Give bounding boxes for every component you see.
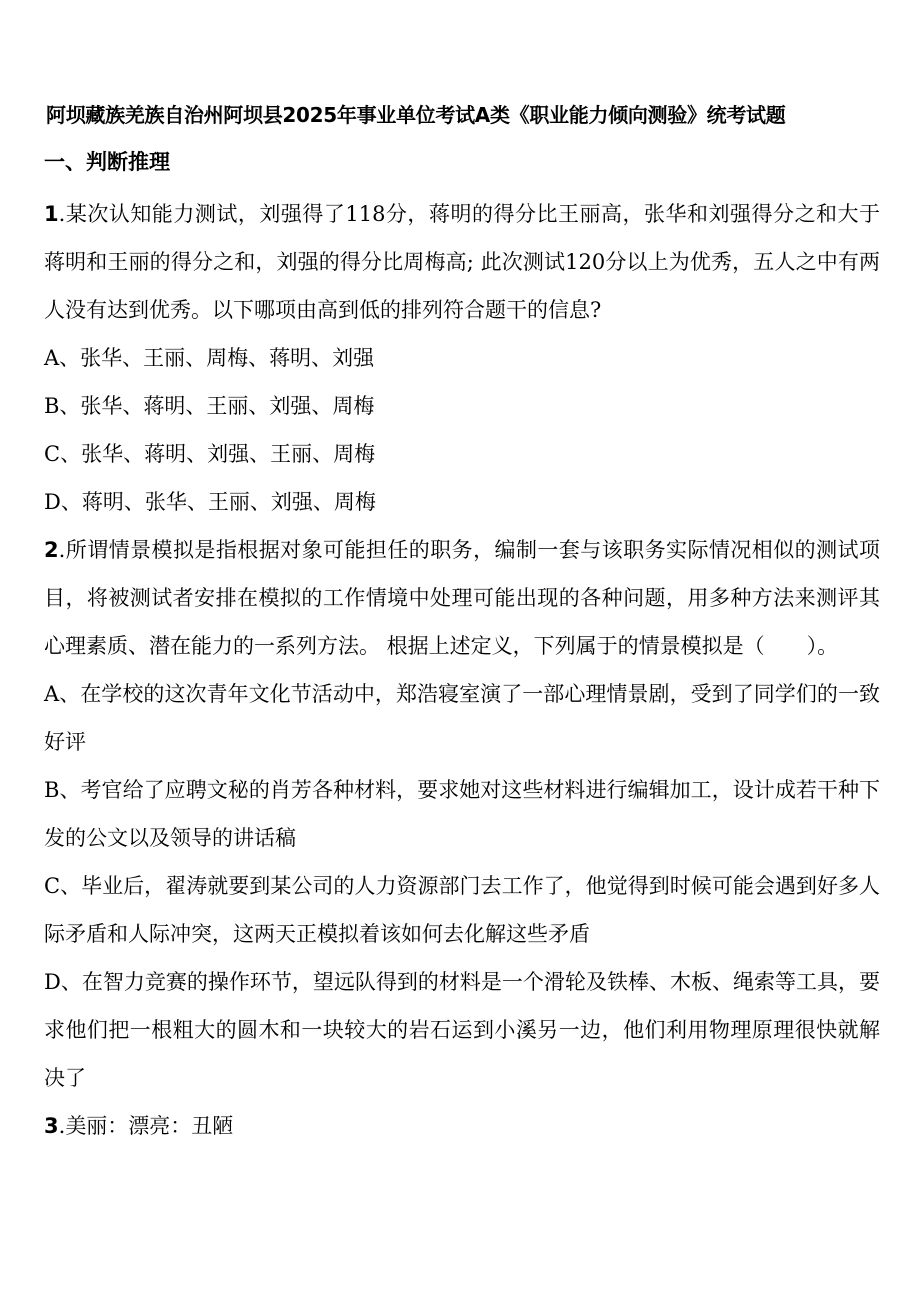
option-b: B、考官给了应聘文秘的肖芳各种材料，要求她对这些材料进行编辑加工，设计成若干种下发的公文以及领导的讲话稿 — [44, 778, 880, 850]
question-text: 美丽：漂亮：丑陋 — [65, 1114, 234, 1138]
question-text: 某次认知能力测试，刘强得了118分，蒋明的得分比王丽高，张华和刘强得分之和大于蒋明和王丽的得分之和，刘强的得分比周梅高; 此次测试120分以上为优秀，五人之中有两人没有达到优秀。以下哪项由高到低的排列符合题干的信息? — [44, 202, 880, 322]
question-stem — [44, 190, 880, 334]
questions-content — [44, 190, 880, 1150]
question-stem — [44, 526, 880, 670]
option-d: D、在智力竞赛的操作环节，望远队得到的材料是一个滑轮及铁棒、木板、绳索等工具，要求他们把一根粗大的圆木和一块较大的岩石运到小溪另一边，他们利用物理原理很快就解决了 — [44, 970, 880, 1090]
option-d: D、蒋明、张华、王丽、刘强、周梅 — [44, 490, 376, 514]
document-title: 阿坝藏族羌族自治州阿坝县2025年事业单位考试A类《职业能力倾向测验》统考试题 — [46, 103, 786, 127]
question-number: 1 — [44, 202, 59, 226]
question-1 — [44, 190, 880, 526]
question-separator: . — [58, 538, 66, 562]
option-c: C、毕业后，翟涛就要到某公司的人力资源部门去工作了，他觉得到时候可能会遇到好多人际矛盾和人际冲突，这两天正模拟着该如何去化解这些矛盾 — [44, 874, 880, 946]
section-heading: 一、判断推理 — [44, 150, 170, 174]
question-separator: . — [58, 202, 66, 226]
option-c: C、张华、蒋明、刘强、王丽、周梅 — [44, 442, 376, 466]
question-number: 2 — [44, 538, 59, 562]
question-text: 所谓情景模拟是指根据对象可能担任的职务，编制一套与该职务实际情况相似的测试项目，将被测试者安排在模拟的工作情境中处理可能出现的各种问题，用多种方法来测评其 心理素质、潜在能力的一系列方法。 根据上述定义，下列属于的情景模拟是（ ）。 — [44, 538, 880, 658]
option-a: A、张华、王丽、周梅、蒋明、刘强 — [44, 346, 375, 370]
question-separator: . — [58, 1114, 66, 1138]
option-b: B、张华、蒋明、王丽、刘强、周梅 — [44, 394, 375, 418]
option-a: A、在学校的这次青年文化节活动中，郑浩寝室演了一部心理情景剧，受到了同学们的一致好评 — [44, 682, 880, 754]
question-number: 3 — [44, 1114, 59, 1138]
question-stem — [44, 1102, 880, 1150]
question-2 — [44, 526, 880, 1102]
question-3 — [44, 1102, 880, 1150]
